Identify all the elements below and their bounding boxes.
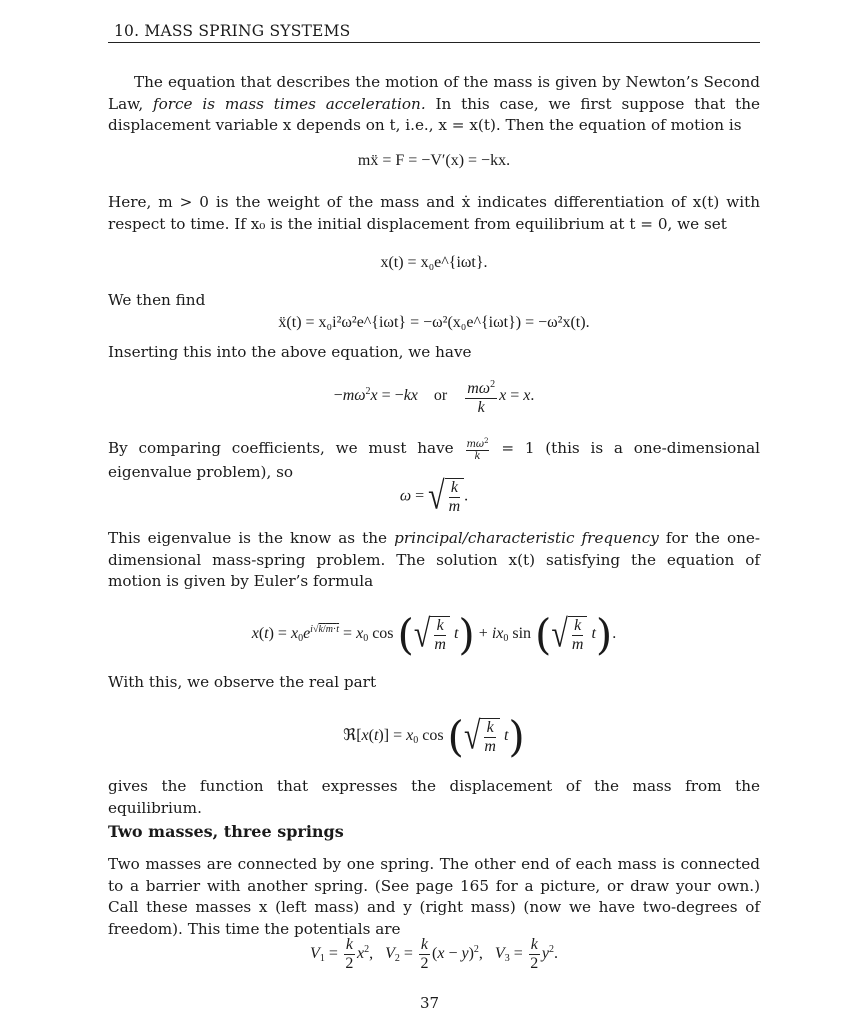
equation-eigen: $-m\omega^2x = -kx$ or $\frac{m\omega^2}{k}$ x = x. bbox=[108, 376, 760, 417]
equation-potentials: $V_1$ = $\frac{k}{2}$ $x^2$, $V_2$ = $\frac{k}{2}$ $(x - y)^2$, $V_3$ = $\frac{k}{2}$ $y^2$. bbox=[310, 936, 558, 972]
paragraph-comparing: By comparing coefficients, we must have $\frac{m\omega^2}{k}$ = 1 (this is a one-dimensional eigenvalue problem), so bbox=[108, 437, 761, 481]
emphasis-force: force is mass times acceleration. bbox=[153, 94, 426, 113]
page-number: 37 bbox=[419, 994, 440, 1012]
section-heading: Two masses, three springs bbox=[108, 822, 344, 841]
header-title: 10. MASS SPRING SYSTEMS bbox=[114, 22, 351, 40]
paragraph-gives: gives the function that expresses the displacement of the mass from the equilibrium. bbox=[108, 777, 760, 817]
paragraph-inserting: Inserting this into the above equation, we have bbox=[108, 343, 472, 361]
equation-second-derivative: ẍ(t) = x₀i²ω²e^{iωt} = −ω²(x₀e^{iωt}) = −ω²x(t). bbox=[278, 314, 590, 331]
emphasis-frequency: principal/characteristic frequency bbox=[394, 529, 659, 547]
running-header bbox=[108, 20, 760, 43]
fraction-mw2-k: $\frac{m\omega^2}{k}$ bbox=[465, 376, 497, 417]
sqrt-k-over-m: √ $\frac{k}{m}$ bbox=[428, 478, 464, 516]
paragraph-definitions: Here, m > 0 is the weight of the mass and ẋ indicates differentiation of x(t) with respect to time. If x₀ is the initial displacement from equilibrium at t = 0, we set bbox=[108, 193, 760, 233]
inline-fraction: $\frac{m\omega^2}{k}$ bbox=[466, 437, 489, 462]
paragraph-real-part: With this, we observe the real part bbox=[108, 673, 377, 691]
equation-omega: ω = √ $\frac{k}{m}$ . bbox=[399, 474, 469, 518]
paragraph-two-masses: Two masses are connected by one spring. The other end of each mass is connected to a barrier with another spring. (See page 165 for a picture, or draw your own.) Call these masses x (left mass) and y (right mass) (now we have two-degrees of freedom). This time the potentials are bbox=[108, 855, 760, 938]
equation-euler: $x(t) = x_0e^{i√k/m\cdot t} = x_0$ cos (√ $\frac{k}{m}$ $t) + ix_0$ sin (√ $\frac{k}{m}$ t). bbox=[251, 610, 617, 659]
equation-motion: mẍ = F = −V′(x) = −kx. bbox=[357, 152, 511, 169]
paragraph-we-find: We then find bbox=[108, 291, 206, 309]
equation-real-part: ℜ[x(t)] = $x_0$ cos (√ $\frac{k}{m}$ t) bbox=[343, 712, 525, 761]
paragraph-newton: The equation that describes the motion of the mass is given by Newton’s Second Law, force is mass times acceleration. In this case, we first suppose that the displacement variable x depends on t, i.e., x = x(t). Then the equation of motion is bbox=[108, 73, 760, 134]
equation-ansatz: x(t) = x₀e^{iωt}. bbox=[380, 254, 488, 271]
paragraph-eigenvalue: This eigenvalue is the know as the principal/characteristic frequency for the one-dimensional mass-spring problem. The solution x(t) satisfying the equation of motion is given by Euler’s formula bbox=[108, 529, 760, 590]
